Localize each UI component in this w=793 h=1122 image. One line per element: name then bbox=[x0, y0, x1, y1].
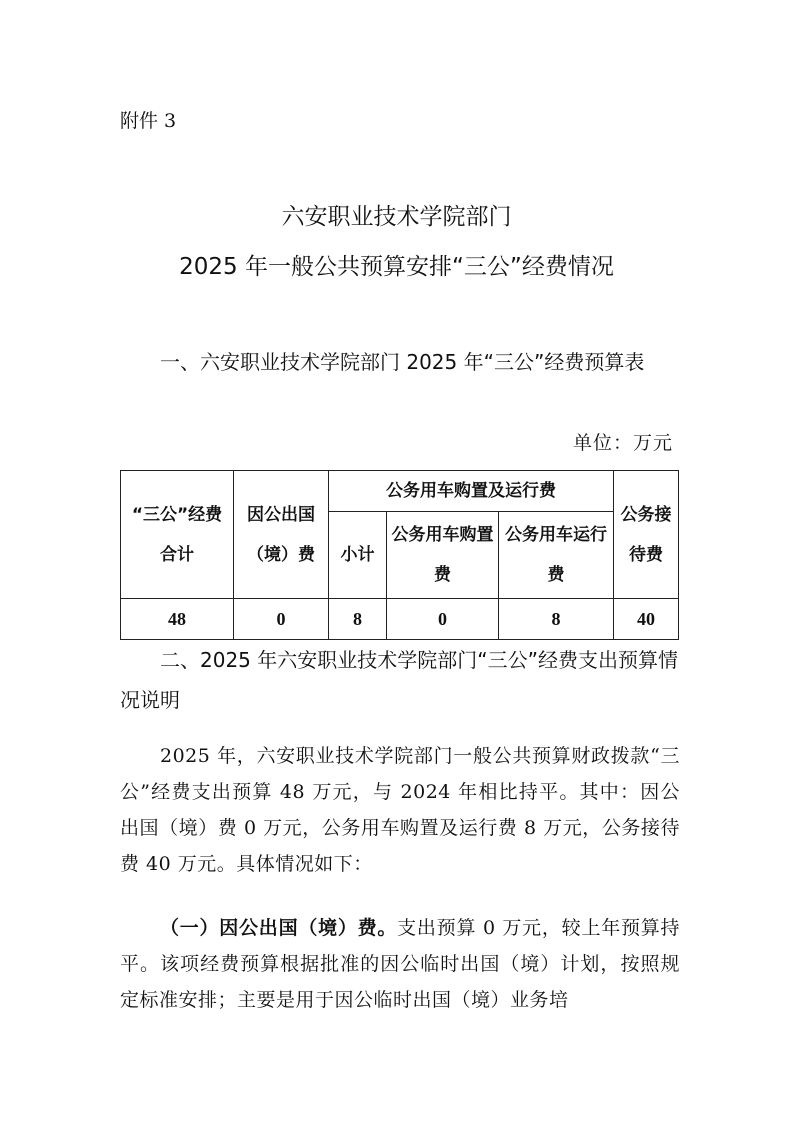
attachment-label: 附件 3 bbox=[120, 110, 177, 132]
unit-label: 单位：万元 bbox=[572, 432, 673, 454]
header-total: “三公”经费合计 bbox=[121, 471, 234, 599]
value-vehicle-purchase: 0 bbox=[387, 599, 499, 640]
header-vehicle-purchase: 公务用车购置费 bbox=[387, 512, 499, 599]
value-total: 48 bbox=[121, 599, 234, 640]
header-reception: 公务接待费 bbox=[614, 471, 679, 599]
paragraph-abroad-heading: （一）因公出国（境）费。 bbox=[160, 917, 398, 939]
value-abroad: 0 bbox=[234, 599, 329, 640]
header-abroad: 因公出国（境）费 bbox=[234, 471, 329, 599]
section2-heading: 二、2025 年六安职业技术学院部门“三公”经费支出预算情况说明 bbox=[120, 648, 678, 712]
paragraph-abroad-text: 支出预算 0 万元，较上年预算持平。该项经费预算根据批准的因公临时出国（境）计划，按照规定标准安排；主要是用于因公临时出国（境）业务培 bbox=[120, 917, 680, 1011]
table-header-row-1 bbox=[121, 471, 679, 512]
header-vehicle-group: 公务用车购置及运行费 bbox=[329, 471, 614, 512]
document-title-line1: 六安职业技术学院部门 bbox=[281, 204, 512, 230]
paragraph-abroad bbox=[120, 910, 680, 1018]
budget-table bbox=[120, 470, 679, 640]
value-reception: 40 bbox=[614, 599, 679, 640]
header-vehicle-operation: 公务用车运行费 bbox=[499, 512, 614, 599]
value-vehicle-subtotal: 8 bbox=[329, 599, 387, 640]
section1-heading: 一、六安职业技术学院部门 2025 年“三公”经费预算表 bbox=[160, 350, 645, 374]
paragraph-summary: 2025 年，六安职业技术学院部门一般公共预算财政拨款“三公”经费支出预算 48 万元，与 2024 年相比持平。其中：因公出国（境）费 0 万元，公务用车购置及运行费 8 万元，公务接待费 40 万元。具体情况如下： bbox=[120, 745, 680, 875]
header-vehicle-subtotal: 小计 bbox=[329, 512, 387, 599]
document-title-line2: 2025 年一般公共预算安排“三公”经费情况 bbox=[179, 254, 614, 280]
value-vehicle-operation: 8 bbox=[499, 599, 614, 640]
table-row bbox=[121, 599, 679, 640]
